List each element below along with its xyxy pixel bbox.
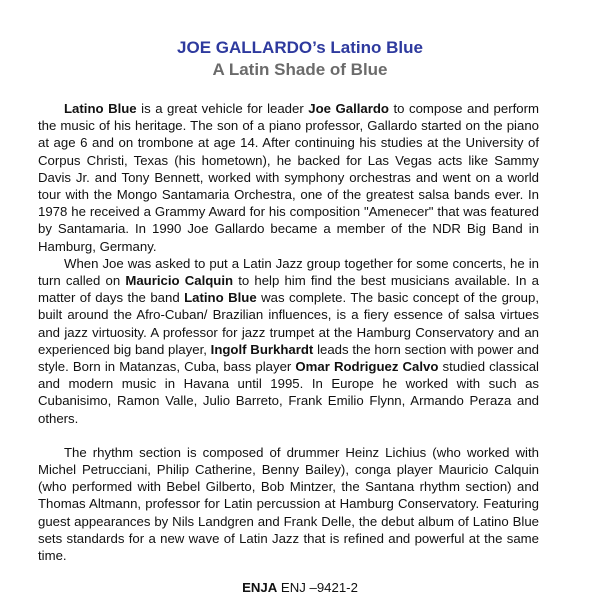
body-text [38,100,539,564]
bold-text: Omar Rodriguez Calvo [295,359,439,375]
text-run: to compose and perform the music of his heritage. The son of a piano professor, Gallardo started on the piano at age 6 and on trombone at age 14. After continuing his studies at the University of Corpus Christi, Texas (his hometown), he backed for Las Vegas acts like Sammy Davis Jr. and Tony Bennett, worked with symphony orchestras and went on a world tour with the Mongo Santamaria Orchestra, one of the greatest salsa bands ever. In 1978 he received a Grammy Award for his composition "Amenecer" that was featured by Santamaria. In 1990 Joe Gallardo became a member of the NDR Big Band in Hamburg, Germany. [38,101,539,254]
bold-text: Mauricio Calquin [125,273,234,289]
catalog-number: ENJ –9421-2 [277,580,358,595]
bold-text: Latino Blue [184,290,257,306]
page-title: JOE GALLARDO’s Latino Blue [177,38,423,57]
catalog-footer [0,580,600,596]
text-run: was complete. The basic concept of the group, built around the Afro-Cuban/ Brazilian influences, is a fiery essence of salsa virtues and jazz virtuosity. A professor for jazz trumpet at the Hamburg Conservatory and an experienced big band player, [38,290,539,357]
text-run: is a great vehicle for leader [136,101,309,116]
text-run: studied classical and modern music in Havana until 1995. In Europe he worked with such as Cubanisimo, Ramon Valle, Julio Barreto, Frank Emilio Flynn, Armando Peraza and others. [38,359,539,426]
text-run: When Joe was asked to put a Latin Jazz group together for some concerts, he in turn called on [38,255,539,289]
page-subtitle: A Latin Shade of Blue [212,60,388,79]
text-run: leads the horn section with power and style. Born in Matanzas, Cuba, bass player [38,341,539,375]
paragraph-2 [38,255,539,427]
text-run: The rhythm section is composed of drummer Heinz Lichius (who worked with Michel Petrucciani, Philip Catherine, Benny Bailey), conga player Mauricio Calquin (who performed with Bebel Gilberto, Bob Mintzer, the Santana rhythm section) and Thomas Altmann, professor for Latin percussion at Hamburg Conservatory. Featuring guest appearances by Nils Landgren and Frank Delle, the debut album of Latino Blue sets standards for a new wave of Latin Jazz that is refined and powerful at the same time. [38,444,539,564]
bold-text: Joe Gallardo [308,101,389,116]
label-name: ENJA [242,580,278,595]
bold-text: Latino Blue [64,101,137,116]
paragraph-3 [38,444,539,564]
paragraph-1 [38,100,539,255]
bold-text: Ingolf Burkhardt [210,341,314,357]
text-run: to help him find the best musicians available. In a matter of days the band [38,273,539,306]
